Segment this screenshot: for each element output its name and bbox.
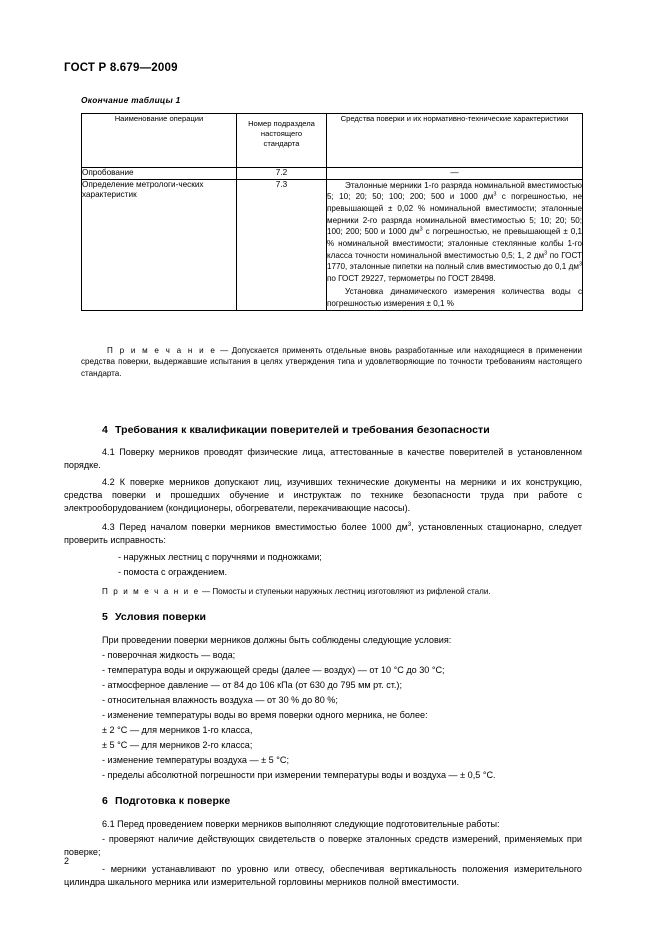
paragraph-6-1: 6.1 Перед проведением поверки мерников выполняют следующие подготовительные работы: xyxy=(102,819,500,829)
bullet-4-2: - помоста с ограждением. xyxy=(118,567,227,577)
column-header-operation: Наименование операции xyxy=(82,114,237,168)
condition-1: - поверочная жидкость — вода; xyxy=(102,650,236,660)
section-4-note xyxy=(64,586,582,597)
page-number: 2 xyxy=(64,856,70,866)
paragraph-5-intro: При проведении поверки мерников должны быть соблюдены следующие условия: xyxy=(102,635,452,645)
table-header-row xyxy=(82,114,583,168)
table-note-text: — Допускается применять отдельные вновь разработанные или находящиеся в применении средства поверки, выдержавшие испытания в целях утверждения типа и удовлетворяющие по точности требованиям настоящего стандарта. xyxy=(81,346,583,378)
paragraph-6-bullet-2: - мерники устанавливают по уровню или отвесу, обеспечивая вертикальность положения измерительного цилиндра шкального мерника или измерительной горловины мерников полной вместимости. xyxy=(64,864,582,888)
section-4-note-label: П р и м е ч а н и е xyxy=(102,587,200,596)
cell-means-2 xyxy=(327,179,583,310)
condition-8: - изменение температуры воздуха — ± 5 °С; xyxy=(102,755,289,765)
cell-subsection-2: 7.3 xyxy=(237,179,327,310)
condition-3: - атмосферное давление — от 84 до 106 кПа (от 630 до 795 мм рт. ст.); xyxy=(102,680,402,690)
header-line-1: Номер подраздела xyxy=(248,119,315,128)
cell-subsection-1: 7.2 xyxy=(237,168,327,180)
table-row xyxy=(82,168,583,180)
section-6-number: 6 xyxy=(102,795,108,807)
table-note xyxy=(81,345,582,379)
condition-9: - пределы абсолютной погрешности при измерении температуры воды и воздуха — ± 0,5 °С. xyxy=(102,770,496,780)
section-4-note-text: — Помосты и ступеньки наружных лестниц изготовляют из рифленой стали. xyxy=(202,587,491,596)
heading-section-5 xyxy=(102,611,206,623)
condition-4: - относительная влажность воздуха — от 30 % до 80 %; xyxy=(102,695,338,705)
running-head: ГОСТ Р 8.679—2009 xyxy=(64,62,178,74)
condition-2: - температура воды и окружающей среды (далее — воздух) — от 10 °С до 30 °С; xyxy=(102,665,445,675)
section-4-number: 4 xyxy=(102,424,108,436)
paragraph-6-bullet-1: - проверяют наличие действующих свидетельств о поверке эталонных средств измерений, применяемых при поверке; xyxy=(64,834,582,858)
section-4-title: Требования к квалификации поверителей и требования безопасности xyxy=(114,424,490,436)
condition-5: - изменение температуры воды во время поверки одного мерника, не более: xyxy=(102,710,428,720)
heading-section-6 xyxy=(102,795,230,807)
bullet-4-1: - наружных лестниц с поручнями и подножками; xyxy=(118,552,322,562)
means-paragraph-1: Эталонные мерники 1-го разряда номинальной вместимостью 5; 10; 20; 50; 100; 200; 500 и 1000 $дм^3$ с погрешностью, не превышающей ± 0,02 % номинальной вместимости; эталонные мерники 2-го разряда номинальной вместимостью 5; 10; 20; 50; 100; 200; 500 и 1000 $дм^3$ с погрешностью, не превышающей ± 0,1 % номинальной вместимости; эталонные стеклянные колбы 1-го класса точности номинальной вместимостью 0,5; 1, 2 $дм^3$ по ГОСТ 1770, эталонные пипетки на полный слив вместимостью до 0,1 $дм^3$ по ГОСТ 29227, термометры по ГОСТ 28498. xyxy=(327,180,582,283)
verification-means-table xyxy=(81,113,583,311)
heading-section-4 xyxy=(102,424,490,436)
section-5-number: 5 xyxy=(102,611,108,623)
header-line-2: настоящего xyxy=(260,129,303,139)
table-caption: Окончание таблицы 1 xyxy=(81,95,181,105)
paragraph-4-1: 4.1 Поверку мерников проводят физические лица, аттестованные в качестве поверителей в установленном порядке. xyxy=(64,447,582,471)
paragraph-4-2: 4.2 К поверке мерников допускают лиц, изучивших технические документы на мерники и их конструкцию, средства поверки и прошедших обучение и инструктаж по технике безопасности труда при работе с электрооборудованием (кондиционеры, обогреватели, перекачивающие насосы). xyxy=(64,477,582,514)
column-header-subsection xyxy=(237,114,327,168)
paragraph-4-3-text: 4.3 Перед началом поверки мерников вместимостью более 1000 $дм^3$, установленных стационарно, следует проверить исправность: xyxy=(64,520,582,546)
table-row xyxy=(82,179,583,310)
cell-operation-2: Определение метрологи-ческих характеристик xyxy=(82,179,237,310)
cell-operation-1: Опробование xyxy=(82,168,237,180)
paragraph-4-3 xyxy=(64,521,582,547)
header-line-3: стандарта xyxy=(263,139,300,149)
table-note-label: П р и м е ч а н и е xyxy=(107,346,217,355)
condition-6: ± 2 °С — для мерников 1-го класса, xyxy=(102,725,253,735)
means-paragraph-2: Установка динамического измерения количества воды с погрешностью измерения ± 0,1 % xyxy=(327,287,582,309)
cell-means-1: — xyxy=(327,168,583,180)
condition-7: ± 5 °С — для мерников 2-го класса; xyxy=(102,740,253,750)
column-header-means: Средства поверки и их нормативно-технические характеристики xyxy=(327,114,583,168)
section-6-title: Подготовка к поверке xyxy=(114,795,231,807)
section-5-title: Условия поверки xyxy=(114,611,207,623)
